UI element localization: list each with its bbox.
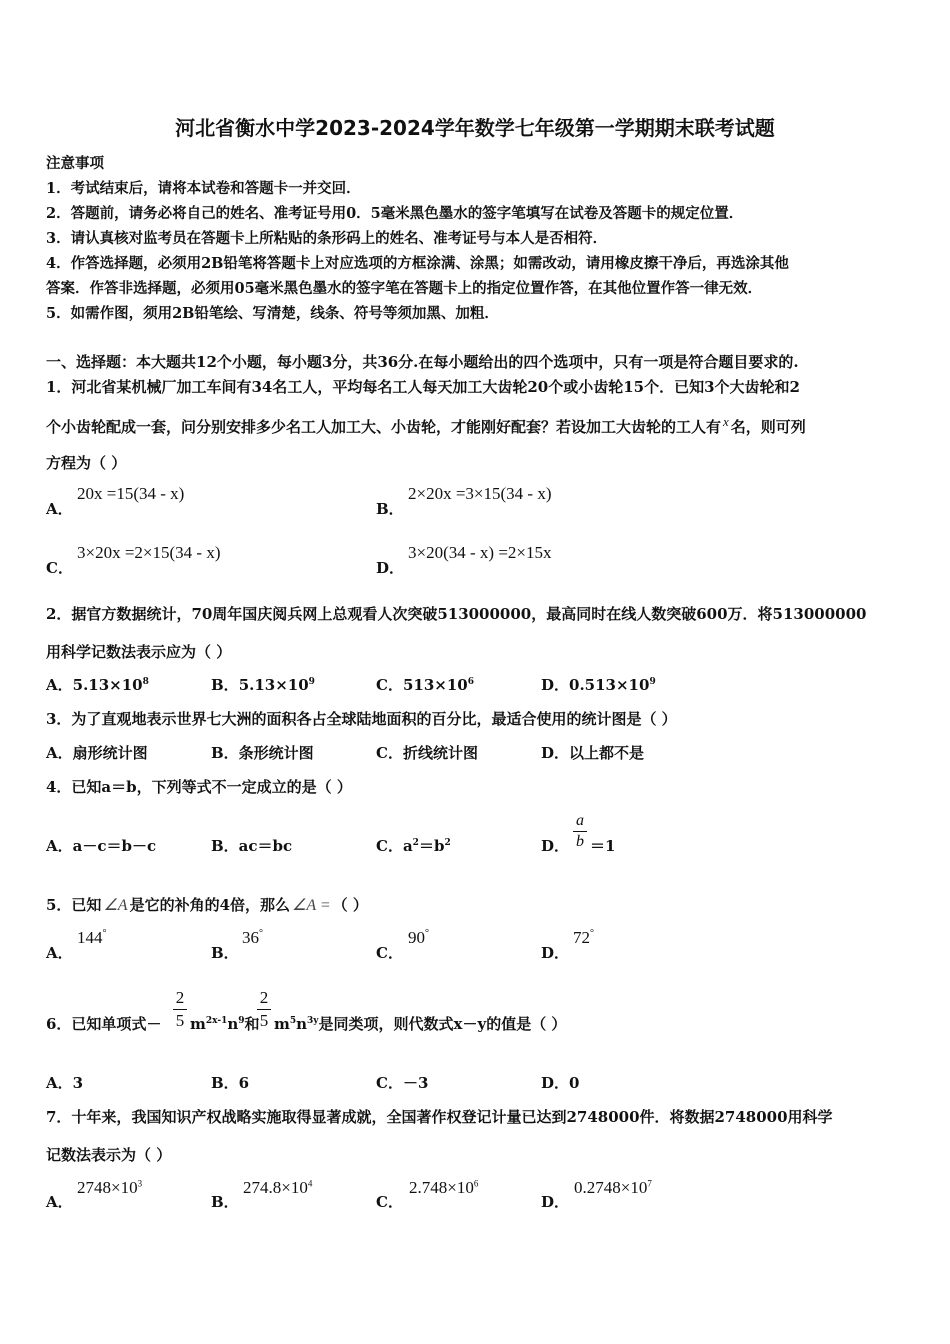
page-title: 河北省衡水中学2023-2024学年数学七年级第一学期期末联考试题: [175, 116, 775, 140]
q5-label-c: C．: [376, 944, 403, 962]
q1-label-b: B．: [376, 500, 404, 518]
q2-exp-c: 6: [467, 677, 474, 687]
q1-label-a: A．: [46, 500, 73, 518]
q1-line-1: 1．河北省某机械厂加工车间有34名工人，平均每名工人每天加工大齿轮20个或小齿轮15个．已知3个大齿轮和2: [46, 378, 800, 396]
q5-text-b: 是它的补角的4倍，那么: [129, 896, 291, 914]
q2-label-a: A．: [46, 676, 73, 694]
q6-m1-exp: 2x-1: [205, 1016, 228, 1026]
q6-n2-exp: 3y: [307, 1016, 319, 1026]
q2-exp-a: 8: [142, 677, 149, 687]
q1-option-d: 3×20(34 - x) =2×15x: [408, 543, 552, 562]
q5-option-c: [408, 928, 429, 948]
q1-label-d: D．: [376, 559, 405, 577]
q5-option-a: [77, 928, 107, 948]
q1-variable: x: [723, 414, 729, 429]
notice-item-2: 2．答题前，请务必将自己的姓名、准考证号用0．5毫米黑色墨水的签字笔填写在试卷及答题卡的规定位置．: [46, 205, 744, 222]
q2-line-2: 用科学记数法表示应为（ ）: [46, 643, 232, 661]
q6-fraction-1: [173, 988, 187, 1031]
q7-base-d: 0.2748×10: [574, 1178, 648, 1197]
q1-line-3: 方程为（ ）: [46, 454, 127, 472]
section-heading: 一、选择题：本大题共12个小题，每小题3分，共36分.在每小题给出的四个选项中，只有一项是符合题目要求的.: [46, 353, 799, 371]
q5-line-1: [46, 894, 368, 915]
q4-option-d-label: D．: [541, 837, 570, 855]
q5-label-b: B．: [211, 944, 239, 962]
q5-angle-1: ∠A: [103, 897, 128, 914]
q6-prefix: 6．已知单项式－: [46, 1015, 162, 1033]
q6-m2-exp: 5: [289, 1016, 297, 1026]
q5-text-c: （ ）: [332, 896, 368, 914]
q2-base-c: 513×10: [402, 676, 468, 694]
q6-and: 和: [244, 1015, 260, 1033]
q4-option-c: [376, 835, 451, 856]
q2-base-a: 5.13×10: [72, 676, 143, 694]
q5-deg-c: °: [425, 928, 429, 939]
q2-option-c: [376, 674, 474, 695]
q2-option-a: [46, 674, 149, 695]
q6-term-2: [274, 1013, 566, 1034]
q2-line-1: 2．据官方数据统计，70周年国庆阅兵网上总观看人次突破513000000，最高同时在线人数突破600万．将513000000: [46, 605, 867, 623]
q5-value-d: 72: [573, 928, 590, 947]
q7-base-b: 274.8×10: [243, 1178, 308, 1197]
q5-text-a: 5．已知: [46, 896, 102, 914]
q5-value-b: 36: [242, 928, 259, 947]
notice-item-4: 4．作答选择题，必须用2B铅笔将答题卡上对应选项的方框涂满、涂黑；如需改动，请用橡皮擦干净后，再选涂其他: [46, 255, 789, 272]
q5-deg-d: °: [590, 928, 594, 939]
q6-fraction-2-den: 5: [259, 1011, 269, 1030]
q1-option-b: 2×20x =3×15(34 - x): [408, 484, 552, 503]
q5-angle-2: ∠A =: [292, 897, 331, 914]
q5-option-d: [573, 928, 594, 948]
q2-label-b: B．: [211, 676, 239, 694]
q7-label-b: B．: [211, 1193, 239, 1211]
q2-label-d: D．: [541, 676, 570, 694]
q1-option-c: 3×20x =2×15(34 - x): [77, 543, 221, 562]
q6-option-d: D．0: [541, 1074, 580, 1092]
q6-fraction-2-num: 2: [259, 988, 269, 1007]
q4-option-c-exp2: 2: [444, 838, 451, 848]
q7-option-a: [77, 1178, 142, 1198]
q2-base-b: 5.13×10: [238, 676, 309, 694]
q3-option-b: B．条形统计图: [211, 744, 314, 762]
q4-fraction-num: a: [576, 812, 584, 829]
q7-line-2: 记数法表示为（ ）: [46, 1146, 172, 1164]
q4-option-c-mid: ＝b: [418, 837, 445, 855]
q7-option-b: [243, 1178, 312, 1198]
q7-exp-b: 4: [307, 1178, 313, 1189]
q2-exp-d: 9: [649, 677, 656, 687]
notice-item-5: 5．如需作图，须用2B铅笔绘、写清楚，线条、符号等须加黑、加粗．: [46, 305, 499, 322]
q7-label-c: C．: [376, 1193, 403, 1211]
q2-label-c: C．: [376, 676, 403, 694]
q6-fraction-2-bar: [257, 1009, 271, 1010]
q6-fraction-1-num: 2: [175, 988, 185, 1007]
q4-line-1: 4．已知a＝b，下列等式不一定成立的是（ ）: [46, 778, 352, 796]
q6-option-a: A．3: [46, 1074, 84, 1092]
q6-fraction-1-bar: [173, 1009, 187, 1010]
q3-option-a: A．扇形统计图: [46, 744, 148, 762]
q4-option-d-fraction: [573, 812, 587, 851]
q1-label-c: C．: [46, 559, 73, 577]
q4-option-c-base: C．a: [376, 837, 413, 855]
q1-line-2: [46, 414, 806, 437]
q6-option-c: C．－3: [376, 1074, 429, 1092]
notice-item-1: 1．考试结束后，请将本试卷和答题卡一并交回．: [46, 180, 361, 197]
q6-suffix: 是同类项，则代数式x－y的值是（ ）: [318, 1015, 567, 1033]
q7-base-a: 2748×10: [77, 1178, 138, 1197]
q5-deg-b: °: [259, 928, 263, 939]
q6-fraction-2: [257, 988, 271, 1031]
q7-label-d: D．: [541, 1193, 570, 1211]
q5-deg-a: °: [102, 928, 107, 939]
q7-exp-d: 7: [647, 1178, 652, 1189]
q3-option-d: D．以上都不是: [541, 744, 645, 762]
q7-line-1: 7．十年来，我国知识产权战略实施取得显著成就，全国著作权登记计量已达到2748000件．将数据2748000用科学: [46, 1108, 833, 1126]
q2-exp-b: 9: [308, 677, 315, 687]
q5-label-d: D．: [541, 944, 570, 962]
q1-line-2a: 个小齿轮配成一套，问分别安排多少名工人加工大、小齿轮，才能刚好配套？若设加工大齿轮的工人有: [46, 418, 722, 436]
q6-n1-exp: 9: [238, 1016, 245, 1026]
q6-fraction-1-den: 5: [175, 1011, 185, 1030]
q2-base-d: 0.513×10: [569, 676, 650, 694]
q4-option-c-exp1: 2: [412, 838, 419, 848]
q7-option-c: [409, 1178, 478, 1198]
q5-label-a: A．: [46, 944, 73, 962]
q4-option-d-rest: ＝1: [590, 837, 616, 855]
q6-m1: m: [190, 1015, 206, 1033]
q5-option-b: [242, 928, 263, 948]
q5-value-a: 144: [77, 928, 103, 947]
q4-fraction-den: b: [576, 833, 584, 850]
q6-m2: m: [274, 1015, 290, 1033]
notice-heading: 注意事项: [46, 155, 104, 172]
q2-option-b: [211, 674, 315, 695]
notice-item-3: 3．请认真核对监考员在答题卡上所粘贴的条形码上的姓名、准考证号与本人是否相符．: [46, 230, 608, 247]
q2-option-d: [541, 674, 656, 695]
notice-item-4-cont: 答案．作答非选择题，必须用05毫米黑色墨水的签字笔在答题卡上的指定位置作答，在其他位置作答一律无效．: [46, 280, 763, 297]
q4-option-a: A．a－c＝b－c: [46, 837, 157, 855]
q1-option-a: 20x =15(34 - x): [77, 484, 185, 503]
q7-base-c: 2.748×10: [409, 1178, 474, 1197]
q3-line-1: 3．为了直观地表示世界七大洲的面积各占全球陆地面积的百分比，最适合使用的统计图是（ ）: [46, 710, 677, 728]
q6-option-b: B．6: [211, 1074, 250, 1092]
q7-exp-a: 3: [137, 1178, 143, 1189]
q7-exp-c: 6: [473, 1178, 479, 1189]
q4-option-b: B．ac＝bc: [211, 837, 293, 855]
q7-option-d: [574, 1178, 652, 1198]
q7-label-a: A．: [46, 1193, 73, 1211]
q6-n1: n: [227, 1015, 239, 1033]
q1-line-2b: 名，则可列: [730, 418, 806, 436]
q5-value-c: 90: [408, 928, 425, 947]
q3-option-c: C．折线统计图: [376, 744, 478, 762]
q6-term-1: [190, 1013, 260, 1034]
q4-fraction-bar: [573, 831, 587, 832]
q6-n2: n: [296, 1015, 308, 1033]
